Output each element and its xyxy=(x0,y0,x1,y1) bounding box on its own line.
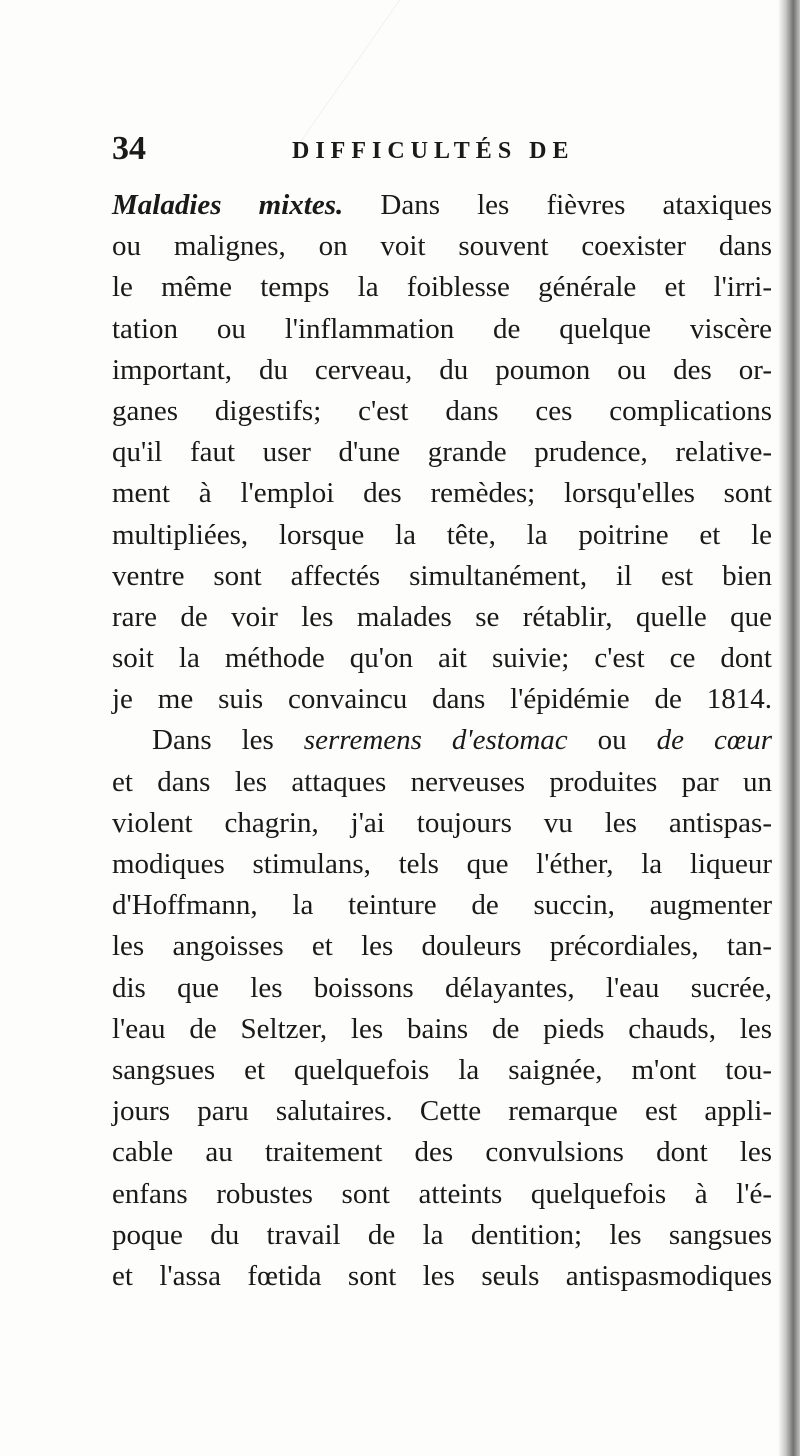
text-line-17: modiques stimulans, tels que l'éther, la liqueur xyxy=(112,848,772,880)
page-number: 34 xyxy=(112,130,146,167)
text-line-26: poque du travail de la dentition; les sangsues xyxy=(112,1218,772,1251)
text-line-1 xyxy=(112,185,772,226)
text-line-14-mid: ou xyxy=(567,724,657,757)
text-line-10: ventre sont affectés simultanément, il est bien xyxy=(112,559,772,592)
text-line-16: violent chagrin, j'ai toujours vu les antispas- xyxy=(112,806,772,839)
text-line-23: jours paru salutaires. Cette remarque est appli- xyxy=(112,1095,772,1128)
page-edge-shadow xyxy=(778,0,800,1456)
body-text xyxy=(112,185,772,1297)
text-line-14 xyxy=(112,720,772,761)
text-line-1-rest: Dans les fièvres ataxiques xyxy=(343,189,772,221)
page-header xyxy=(112,130,772,180)
text-line-9: multipliées, lorsque la tête, la poitrine et le xyxy=(112,518,772,551)
running-head: DIFFICULTÉS DE xyxy=(292,138,575,164)
text-line-20: dis que les boissons délayantes, l'eau sucrée, xyxy=(112,971,772,1004)
text-line-2: ou malignes, on voit souvent coexister dans xyxy=(112,230,772,263)
text-line-4: tation ou l'inflammation de quelque viscère xyxy=(112,312,772,345)
text-line-21: l'eau de Seltzer, les bains de pieds chauds, les xyxy=(112,1012,772,1045)
text-line-14-pre: Dans les xyxy=(152,724,304,757)
text-line-18: d'Hoffmann, la teinture de succin, augmenter xyxy=(112,889,772,922)
text-line-5: important, du cerveau, du poumon ou des or- xyxy=(112,353,772,386)
text-line-25: enfans robustes sont atteints quelquefois à l'é- xyxy=(112,1177,772,1210)
text-line-14-italic-1: serremens d'estomac xyxy=(303,724,568,757)
text-line-27: et l'assa fœtida sont les seuls antispasmodiques xyxy=(112,1259,772,1292)
text-line-19: les angoisses et les douleurs précordiales, tan- xyxy=(112,930,772,963)
text-line-3: le même temps la foiblesse générale et l'irri- xyxy=(112,271,772,304)
section-heading-italic: Maladies mixtes. xyxy=(112,189,344,221)
text-line-22: sangsues et quelquefois la saignée, m'ont tou- xyxy=(112,1053,772,1086)
text-line-15: et dans les attaques nerveuses produites par un xyxy=(112,765,772,798)
text-line-12: soit la méthode qu'on ait suivie; c'est ce dont xyxy=(112,642,772,675)
text-line-14-italic-2: de cœur xyxy=(656,724,773,757)
text-line-24: cable au traitement des convulsions dont les xyxy=(112,1136,772,1169)
text-line-8: ment à l'emploi des remèdes; lorsqu'elles sont xyxy=(112,477,772,510)
text-line-6: ganes digestifs; c'est dans ces complications xyxy=(112,394,772,427)
text-line-13: je me suis convaincu dans l'épidémie de 1814. xyxy=(112,683,772,716)
text-line-11: rare de voir les malades se rétablir, quelle que xyxy=(112,600,772,633)
text-line-7: qu'il faut user d'une grande prudence, relative- xyxy=(112,436,772,469)
